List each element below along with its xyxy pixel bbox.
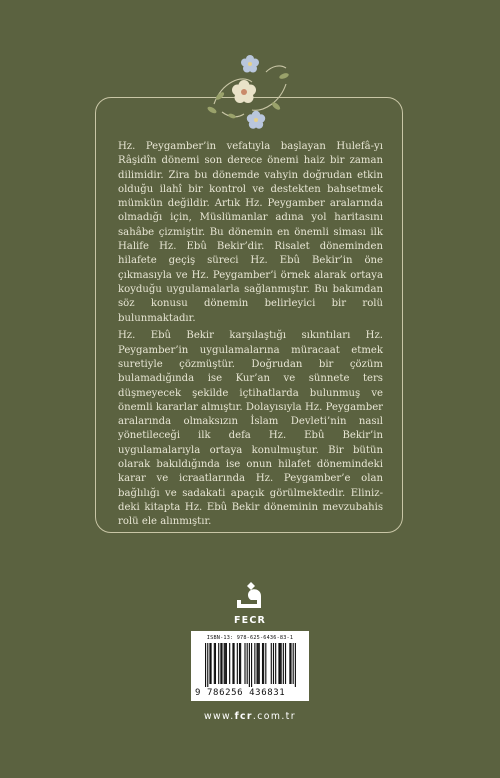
barcode-bar	[278, 643, 279, 684]
barcode-bar	[226, 643, 227, 684]
barcode-bar	[279, 643, 280, 684]
barcode-bar	[215, 643, 216, 684]
barcode-bar	[249, 643, 250, 687]
barcode-bar	[283, 643, 284, 684]
paragraph-2: Hz. Ebû Bekir karşılaştığı sıkıntıları Hz. Peygamber’in uygulamalarına müracaat etmek suretiyle çözmüştür. Doğrudan bir çözüm bulamadığında ise Kur’an ve sünnete ters düşmeyecek şekilde içtihatlarda bulunmuş ve önemli kararlar almıştır. Dolayısıyla Hz. Peygamber aralarında olmaksızın İslam Devleti’nin nasıl yönetileceği ilk defa Hz. Ebû Bekir’in uygulamalarıyla ortaya konulmuştur. Bir bütün olarak bakıldığında ise onun hilafet dönemindeki karar ve icraatlarında Hz. Peygamber’e olan bağlılığı ve sadakati apaçık görülmektedir. Elinizdeki kitapta Hz. Ebû Bekir döneminin mevzubahis rolü ele alınmıştır.	[118, 330, 383, 528]
barcode-bar	[232, 643, 233, 684]
barcode-bar	[240, 643, 241, 684]
barcode-bar	[256, 643, 257, 684]
barcode-bar	[271, 643, 272, 684]
barcode-bar	[210, 643, 211, 684]
floral-ornament-icon	[202, 52, 298, 134]
barcode-bar	[221, 643, 222, 684]
barcode-bar	[290, 643, 291, 684]
barcode-bar	[229, 643, 230, 684]
barcode-bar	[224, 643, 225, 684]
barcode-bar	[220, 643, 221, 684]
barcode	[191, 631, 309, 701]
barcode-bar	[275, 643, 276, 684]
barcode-bar	[281, 643, 282, 684]
isbn-digits: 9 786256 436831	[195, 688, 286, 698]
barcode-bar	[209, 643, 210, 684]
barcode-bar	[259, 643, 260, 684]
barcode-bar	[251, 643, 252, 687]
barcode-bar	[289, 643, 290, 684]
barcode-bar	[244, 643, 245, 684]
barcode-bar	[254, 643, 255, 684]
barcode-bars	[205, 643, 297, 687]
isbn-label: ISBN-13: 978-625-6436-83-1	[206, 635, 294, 641]
publisher-website[interactable]: www.fcr.com.tr	[204, 711, 296, 722]
barcode-bar	[258, 643, 259, 684]
barcode-bar	[237, 643, 238, 684]
barcode-bar	[293, 643, 294, 684]
barcode-bar	[262, 643, 263, 684]
barcode-bar	[263, 643, 264, 684]
barcode-bar	[265, 643, 266, 684]
publisher-name: FECR	[233, 615, 267, 626]
paragraph-1: Hz. Peygamber’in vefatıyla başlayan Hulefâ-yı Râşidîn dönemi son derece önemi haiz bir zaman dilimidir. Zira bu dönemde vahyin doğrudan etkin olduğu ilahî bir kontrol ve destekten bahsetmek mümkün değildir. Artık Hz. Peygamber aralarında olmadığı için, Müslümanlar adına yol haritasını sahâbe çizmiştir. Bu dönemin en önemli siması ilk Halife Hz. Ebû Bekir’dir. Risalet döneminden hilafete geçiş süreci Hz. Ebû Bekir’in öne çıkmasıyla ve Hz. Peygamber’i örnek alarak ortaya koyduğu uygulamalarla sağlanmıştır. Bu bakımdan söz konusu dönemin belirleyici bir rolü bulunmaktadır.	[118, 141, 383, 324]
barcode-bar	[295, 643, 296, 687]
barcode-bar	[247, 643, 248, 684]
barcode-bar	[214, 643, 215, 684]
barcode-bar	[218, 643, 219, 684]
barcode-bar	[285, 643, 286, 684]
barcode-bar	[225, 643, 226, 684]
barcode-bar	[239, 643, 240, 684]
back-cover-text	[118, 140, 383, 533]
fecr-logo-icon	[0, 578, 500, 616]
barcode-bar	[207, 643, 208, 687]
barcode-bar	[273, 643, 274, 684]
barcode-bar	[205, 643, 206, 687]
barcode-bar	[233, 643, 234, 684]
